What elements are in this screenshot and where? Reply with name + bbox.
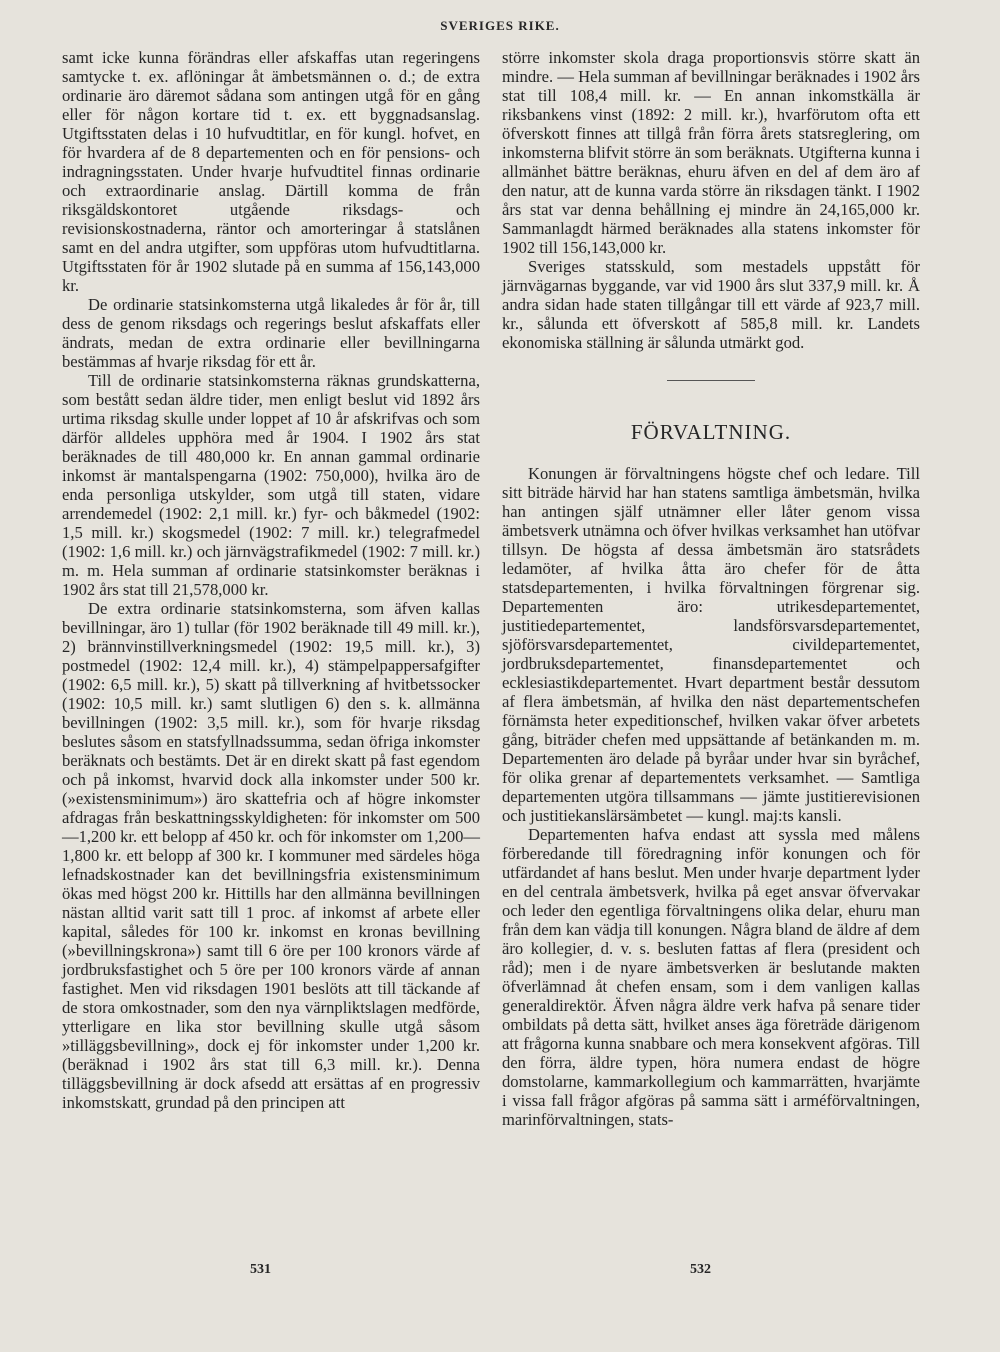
right-column [502,48,920,1129]
page-number-right: 532 [690,1262,711,1277]
left-column [62,48,480,1112]
left-paragraph-3: Till de ordinarie statsinkomsterna räknas grundskatterna, som bestått sedan äldre tider, men enligt beslut vid 1892 års urtima riksdag skulle under loppet af 10 år afskrifvas och som därför alldeles upphöra med år 1904. I 1902 års stat beräknades de till 480,000 kr. En annan gammal ordinarie inkomst är mantalspengarna (1902: 750,000), hvilka äro de enda personliga utskylder, som utgå till staten, vidare arrendemedel (1902: 2,1 mill. kr.) fyr- och båkmedel (1902: 1,5 mill. kr.) skogsmedel (1902: 7 mill. kr.) telegrafmedel (1902: 1,6 mill. kr.) och järnvägstrafikmedel (1902: 7 mill. kr.) m. m. Hela summan af ordinarie statsinkomster beräknas i 1902 års stat till 21,578,000 kr. [62,371,480,599]
section-paragraph-1: Konungen är förvaltningens högste chef och ledare. Till sitt biträde härvid har han statens samtliga ämbetsmän, hvilka han antingen själf utnämner eller låter genom vissa ämbetsverk utnämna och öfver hvilkas verksamhet han utöfvar tillsyn. De högsta af dessa ämbetsmän äro statsrådets ledamöter, af hvilka åtta äro chefer för de åtta statsdepartementen, i hvilka förvaltningen förgrenar sig. Departementen äro: utrikesdepartementet, justitiedepartementet, landsförsvarsdepartementet, sjöförsvarsdepartementet, civildepartementet, jordbruksdepartementet, finansdepartementet och ecklesiastikdepartementet. Hvart department består dessutom af flera ämbetsmän, af hvilka den näst departementschefen förnämsta heter expeditionschef, hvilken vakar öfver arbetets gång, biträder chefen med uppsättande af betänkanden m. m. Departementen äro delade på byråar under hvar sin byråchef, för olika grenar af departementets verksamhet. — Samtliga departementen utgöra tillsammans — jämte justitierevisionen och justitiekanslärsämbetet — kungl. maj:ts kansli. [502,464,920,825]
section-paragraph-2: Departementen hafva endast att syssla med målens förberedande till föredragning inför konungen och för utfärdandet af hans beslut. Men under hvarje department lyder en del centrala ämbetsverk, hvilka på eget ansvar öfvervakar och leder den egentliga förvaltningens olika delar, ehuru man från dem kan vädja till konungen. Några bland de äldre af dem äro kollegier, d. v. s. besluten fattas af flera (president och råd); men i de nyare ämbetsverken är beslutande makten öfverlämnad åt chefen ensam, som i dem vanligen kallas generaldirektör. Äfven några äldre verk hafva på senare tider ombildats på detta sätt, hvilket anses äga företräde därigenom att frågorna kunna snabbare och mera konsekvent afgöras. Till den förra, äldre typen, höra numera endast de högre domstolarne, kammarkollegium och kammarrätten, hvarjämte i vissa fall frågor afgöras på samma sätt i arméförvaltningen, marinförvaltningen, stats- [502,825,920,1129]
running-title: SVERIGES RIKE. [440,18,560,33]
left-paragraph-4: De extra ordinarie statsinkomsterna, som äfven kallas bevillningar, äro 1) tullar (för 1902 beräknade till 49 mill. kr.), 2) brännvinstillverkningsmedel (1902: 19,5 mill. kr.), 3) postmedel (1902: 12,4 mill. kr.), 4) stämpelpappersafgifter (1902: 6,5 mill. kr.), 5) skatt på tillverkning af hvitbetssocker (1902: 10,5 mill. kr.) samt slutligen 6) den s. k. allmänna bevillningen (1902: 3,5 mill. kr.), som för hvarje riksdag beslutes såsom en statsfyllnadssumma, sedan öfriga inkomster beräknats och bestämts. Det är en direkt skatt på fast egendom och på inkomst, hvarvid dock alla inkomster under 500 kr. (»existensminimum») äro skattefria och af högre inkomster afdragas från beskattningsskyldigheten: för inkomster om 500—1,200 kr. ett belopp af 450 kr. och för inkomster om 1,200—1,800 kr. ett belopp af 300 kr. I kommuner med särdeles höga lefnadskostnader kan det bevillningsfria existensminimum ökas med högst 200 kr. Hittills har den allmänna bevillningen nästan alltid varit satt till 1 proc. af inkomst af arbete eller kapital, således för 100 kr. inkomst en kronas bevillning (»bevillningskrona») samt till 6 öre per 100 kronors värde af jordbruksfastighet och 5 öre per 100 kronors värde af annan fastighet. Men vid riksdagen 1901 beslöts att till täckande af de stora omkostnader, som den nya värnpliktslagen medförde, ytterligare en lika stor bevillning skulle utgå såsom »tilläggsbevillning», dock ej för inkomster under 1,200 kr. (beräknad i 1902 års stat till 6,3 mill. kr.). Denna tilläggsbevillning är dock afsedd att ersättas af en progressiv inkomstskatt, grundad på den principen att [62,599,481,1112]
left-paragraph-2: De ordinarie statsinkomsterna utgå likaledes år för år, till dess de genom riksdags och regerings beslut afskaffats eller ändrats, medan de extra ordinarie eller bevillningarna bestämmas af hvarje riksdag för ett år. [62,295,480,371]
section-divider [667,380,755,381]
left-paragraph-1: samt icke kunna förändras eller afskaffas utan regeringens samtycke t. ex. aflöningar åt ämbetsmännen o. d.; de extra ordinarie äro däremot sådana som antingen utgå för en gång eller för någon kortare tid t. ex. ett byggnadsanslag. Utgiftsstaten delas i 10 hufvudtitlar, en för kungl. hofvet, en för hvardera af de 8 departementen och en för pensions- och indragningsstaten. Under hvarje hufvudtitel finnas ordinarie och extraordinarie anslag. Därtill komma de från riksgäldskontoret utgående riksdags- och revisionskostnaderna, räntor och amorteringar å statslånen samt en del andra utgifter, som uppföras utom hufvudtitlarna. Utgiftsstaten för år 1902 slutade på en summa af 156,143,000 kr. [62,48,480,295]
page-number-left: 531 [250,1262,271,1277]
right-paragraph-2: Sveriges statsskuld, som mestadels uppstått för järnvägarnas byggande, var vid 1900 års slut 337,9 mill. kr. Å andra sidan hade staten tillgångar till ett värde af 923,7 mill. kr., sålunda ett öfverskott af 585,8 mill. kr. Landets ekonomiska ställning är sålunda utmärkt god. [502,257,920,352]
section-heading: FÖRVALTNING. [630,420,792,444]
right-paragraph-1: större inkomster skola draga proportionsvis större skatt än mindre. — Hela summan af bevillningar beräknades i 1902 års stat till 108,4 mill. kr. — En annan inkomstkälla är riksbankens vinst (1892: 2 mill. kr.), hvarförutom ofta ett öfverskott finnes att tillgå från förra årets statsreglering, om inkomsterna blifvit större än som beräknats. Utgifterna kunna i allmänhet bättre beräknas, ehuru äfven en del af dem äro af den natur, att de kunna varda större än riksdagen tänkt. I 1902 års stat var denna behållning ej mindre än 24,165,000 kr. Sammanlagdt härmed beräknades alla statens inkomster för 1902 till 156,143,000 kr. [502,48,920,257]
